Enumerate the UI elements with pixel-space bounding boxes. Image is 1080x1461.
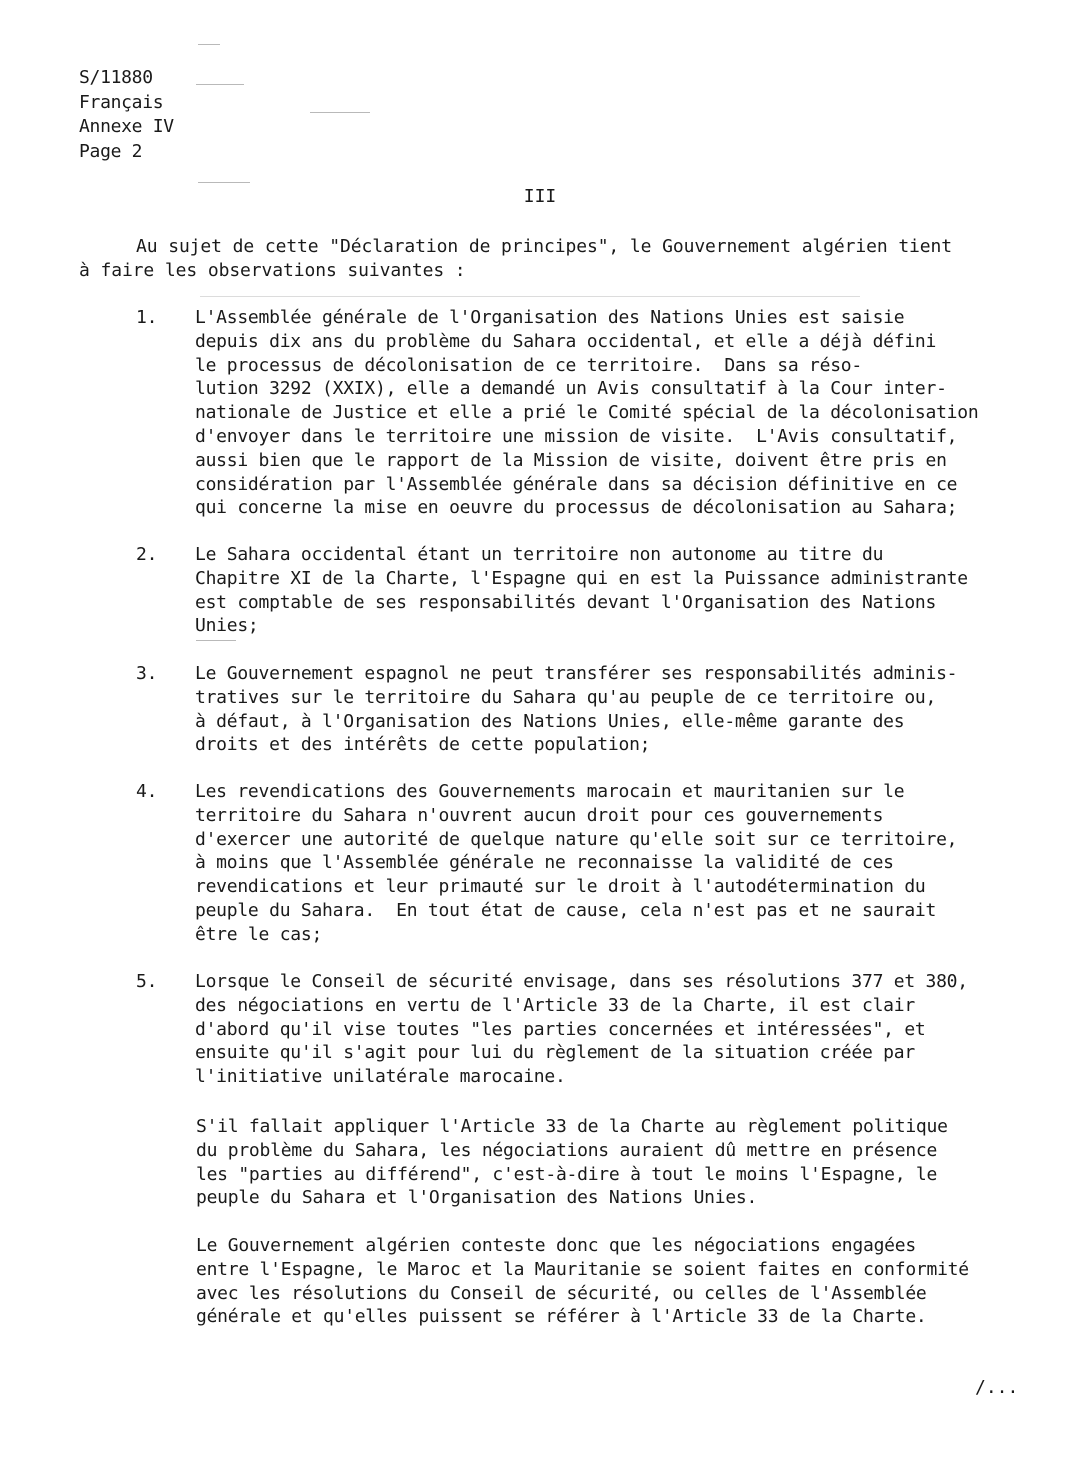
item-line: qui concerne la mise en oeuvre du processus de décolonisation au Sahara; [195,497,958,519]
item-line: peuple du Sahara. En tout état de cause, cela n'est pas et ne saurait [195,899,937,921]
item-number: 5. [136,971,158,992]
scan-speck [198,44,220,45]
item-line: Chapitre XI de la Charte, l'Espagne qui en est la Puissance administrante [195,567,968,589]
paragraph-line: Le Gouvernement algérien conteste donc que les négociations engagées [196,1235,916,1256]
item-number: 4. [136,781,158,802]
item-line: des négociations en vertu de l'Article 33 de la Charte, il est clair [195,994,915,1016]
item-line: Lorsque le Conseil de sécurité envisage, dans ses résolutions 377 et 380, [195,971,968,992]
item-line: à moins que l'Assemblée générale ne reconnaisse la validité de ces [195,852,894,874]
paragraph-line: générale et qu'elles puissent se référer à l'Article 33 de la Charte. [196,1306,927,1328]
scan-speck [200,296,860,297]
paragraph-line: S'il fallait appliquer l'Article 33 de la Charte au règlement politique [196,1116,948,1137]
item-line: depuis dix ans du problème du Sahara occidental, et elle a déjà défini [195,330,937,352]
item-line: à défaut, à l'Organisation des Nations Unies, elle-même garante des [195,710,905,732]
item-line: L'Assemblée générale de l'Organisation des Nations Unies est saisie [195,307,905,328]
item-number: 1. [136,307,158,328]
scan-speck [196,84,244,85]
item-number: 2. [136,544,158,565]
item-line: Les revendications des Gouvernements marocain et mauritanien sur le [195,781,905,802]
item-text [195,306,1055,520]
body-paragraph [196,1115,1056,1210]
scan-speck [198,182,250,183]
item-line: nationale de Justice et elle a prié le Comité spécial de la décolonisation [195,402,979,424]
item-line: Unies; [195,615,259,637]
item-text [195,780,1055,947]
paragraph-line: peuple du Sahara et l'Organisation des Nations Unies. [196,1187,758,1209]
paragraph-line: entre l'Espagne, le Maroc et la Mauritanie se soient faites en conformité [196,1258,969,1280]
paragraph-line: les "parties au différend", c'est-à-dire à tout le moins l'Espagne, le [196,1163,938,1185]
item-line: ensuite qu'il s'agit pour lui du règlement de la situation créée par [195,1042,915,1064]
item-line: aussi bien que le rapport de la Mission de visite, doivent être pris en [195,449,947,471]
item-line: Le Gouvernement espagnol ne peut transférer ses responsabilités adminis- [195,663,958,684]
document-page-number: Page 2 [79,140,143,162]
document-annex: Annexe IV [79,116,174,137]
item-text [195,543,1055,638]
document-header [79,66,174,164]
item-line: d'envoyer dans le territoire une mission de visite. L'Avis consultatif, [195,425,958,447]
intro-line: Au sujet de cette "Déclaration de principes", le Gouvernement algérien tient [136,236,953,257]
document-symbol: S/11880 [79,67,153,88]
item-line: est comptable de ses responsabilités devant l'Organisation des Nations [195,591,937,613]
scan-speck [196,640,236,641]
intro-paragraph [79,235,1019,282]
item-text [195,662,1055,757]
item-line: l'initiative unilatérale marocaine. [195,1066,566,1088]
item-line: d'exercer une autorité de quelque nature qu'elle soit sur ce territoire, [195,828,958,850]
item-line: revendications et leur primauté sur le droit à l'autodétermination du [195,876,926,898]
paragraph-line: du problème du Sahara, les négociations auraient dû mettre en présence [196,1139,938,1161]
section-number: III [523,186,557,207]
item-line: lution 3292 (XXIX), elle a demandé un Avis consultatif à la Cour inter- [195,378,947,400]
item-line: Le Sahara occidental étant un territoire non autonome au titre du [195,544,884,565]
item-number: 3. [136,663,158,684]
item-line: considération par l'Assemblée générale dans sa décision définitive en ce [195,473,958,495]
item-line: d'abord qu'il vise toutes "les parties concernées et intéressées", et [195,1018,926,1040]
body-paragraph [196,1234,1056,1329]
item-line: droits et des intérêts de cette population; [195,734,651,756]
item-text [195,970,1055,1089]
item-line: être le cas; [195,923,323,945]
document-language: Français [79,91,164,113]
item-line: tratives sur le territoire du Sahara qu'au peuple de ce territoire ou, [195,686,937,708]
item-line: le processus de décolonisation de ce territoire. Dans sa réso- [195,354,862,376]
scan-speck [310,112,370,113]
intro-line: à faire les observations suivantes : [79,259,466,281]
paragraph-line: avec les résolutions du Conseil de sécurité, ou celles de l'Assemblée [196,1282,927,1304]
item-line: territoire du Sahara n'ouvrent aucun droit pour ces gouvernements [195,804,884,826]
continued-marker: /... [975,1377,1019,1398]
